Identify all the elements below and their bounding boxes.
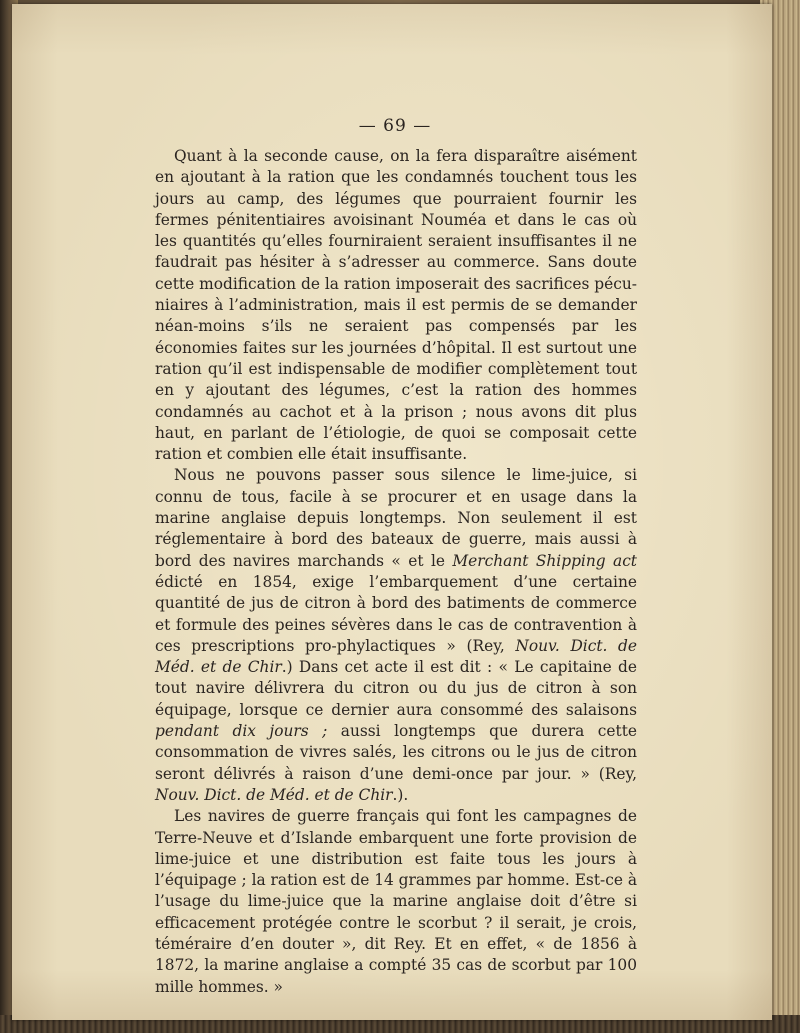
paragraph [155,465,637,806]
paragraph [155,146,637,465]
text-run: édicté en 1854, exige l’embarquement d’une certaine quantité de jus de citron à bord des batiments de commerce et formule des peines sévères dans le cas de contravention à ces prescriptions pro-phylactiques » (Rey, [155,572,637,655]
text-run: Nous ne pouvons passer sous silence le lime-juice, si connu de tous, facile à se procurer et en usage dans la marine anglaise depuis longtemps. Non seulement il est réglementaire à bord des bateaux de guerre, mais aussi à bord des navires marchands « et le [155,466,637,570]
body-text [155,146,637,998]
italic-citation: Merchant Shipping act [452,551,637,570]
text-run: Les navires de guerre français qui font les campagnes de Terre-Neuve et d’Islande embarquent une forte provision de lime-juice et une distribution est faite tous les jours à l’équipage ; la ration est de 14 grammes par homme. Est-ce à l’usage du lime-juice que la marine anglaise doit d’être si efficacement protégée contre le scorbut ? il serait, je crois, téméraire d’en douter », dit Rey. Et en effet, « de 1856 à 1872, la marine anglaise a compté 35 cas de scorbut par 100 mille hommes. » [155,807,638,996]
text-run: .) Dans cet acte il est dit : « Le capitaine de tout navire délivrera du citron ou du jus de citron à son équipage, lorsque ce dernier aura consommé des salaisons [155,658,637,719]
text-run: Quant à la seconde cause, on la fera disparaître aisément en ajoutant à la ration que les condamnés touchent tous les jours au camp, des légumes que pourraient fournir les fermes pénitentiaires avoisinant Nouméa et dans le cas où les quantités qu’elles fourniraient seraient insuffisantes il ne faudrait pas hésiter à s’adresser au commerce. Sans doute cette modification de la ration imposerait des sacrifices pécu-niaires à l’administration, mais il est permis de se demander néan-moins s’ils ne seraient pas compensés par les économies faites sur les journées d’hôpital. Il est surtout une ration qu’il est indispensable de modifier complètement tout en y ajoutant des légumes, c’est la ration des hommes condamnés au cachot et à la prison ; nous avons dit plus haut, en parlant de l’étiologie, de quoi se composait cette ration et combien elle était insuffisante. [155,147,637,464]
text-run: .). [392,785,409,804]
italic-citation: Nouv. Dict. de Méd. et de Chir [155,785,393,804]
page-number: — 69 — [358,116,432,136]
text-run: aussi longtemps que durera cette consommation de vivres salés, les citrons ou le jus de citron seront délivrés à raison d’une demi-once par jour. » (Rey, [155,722,637,783]
paragraph [155,806,637,998]
italic-citation: pendant dix jours ; [155,722,328,741]
italic-citation: Nouv. Dict. de Méd. et de Chir [155,636,637,677]
